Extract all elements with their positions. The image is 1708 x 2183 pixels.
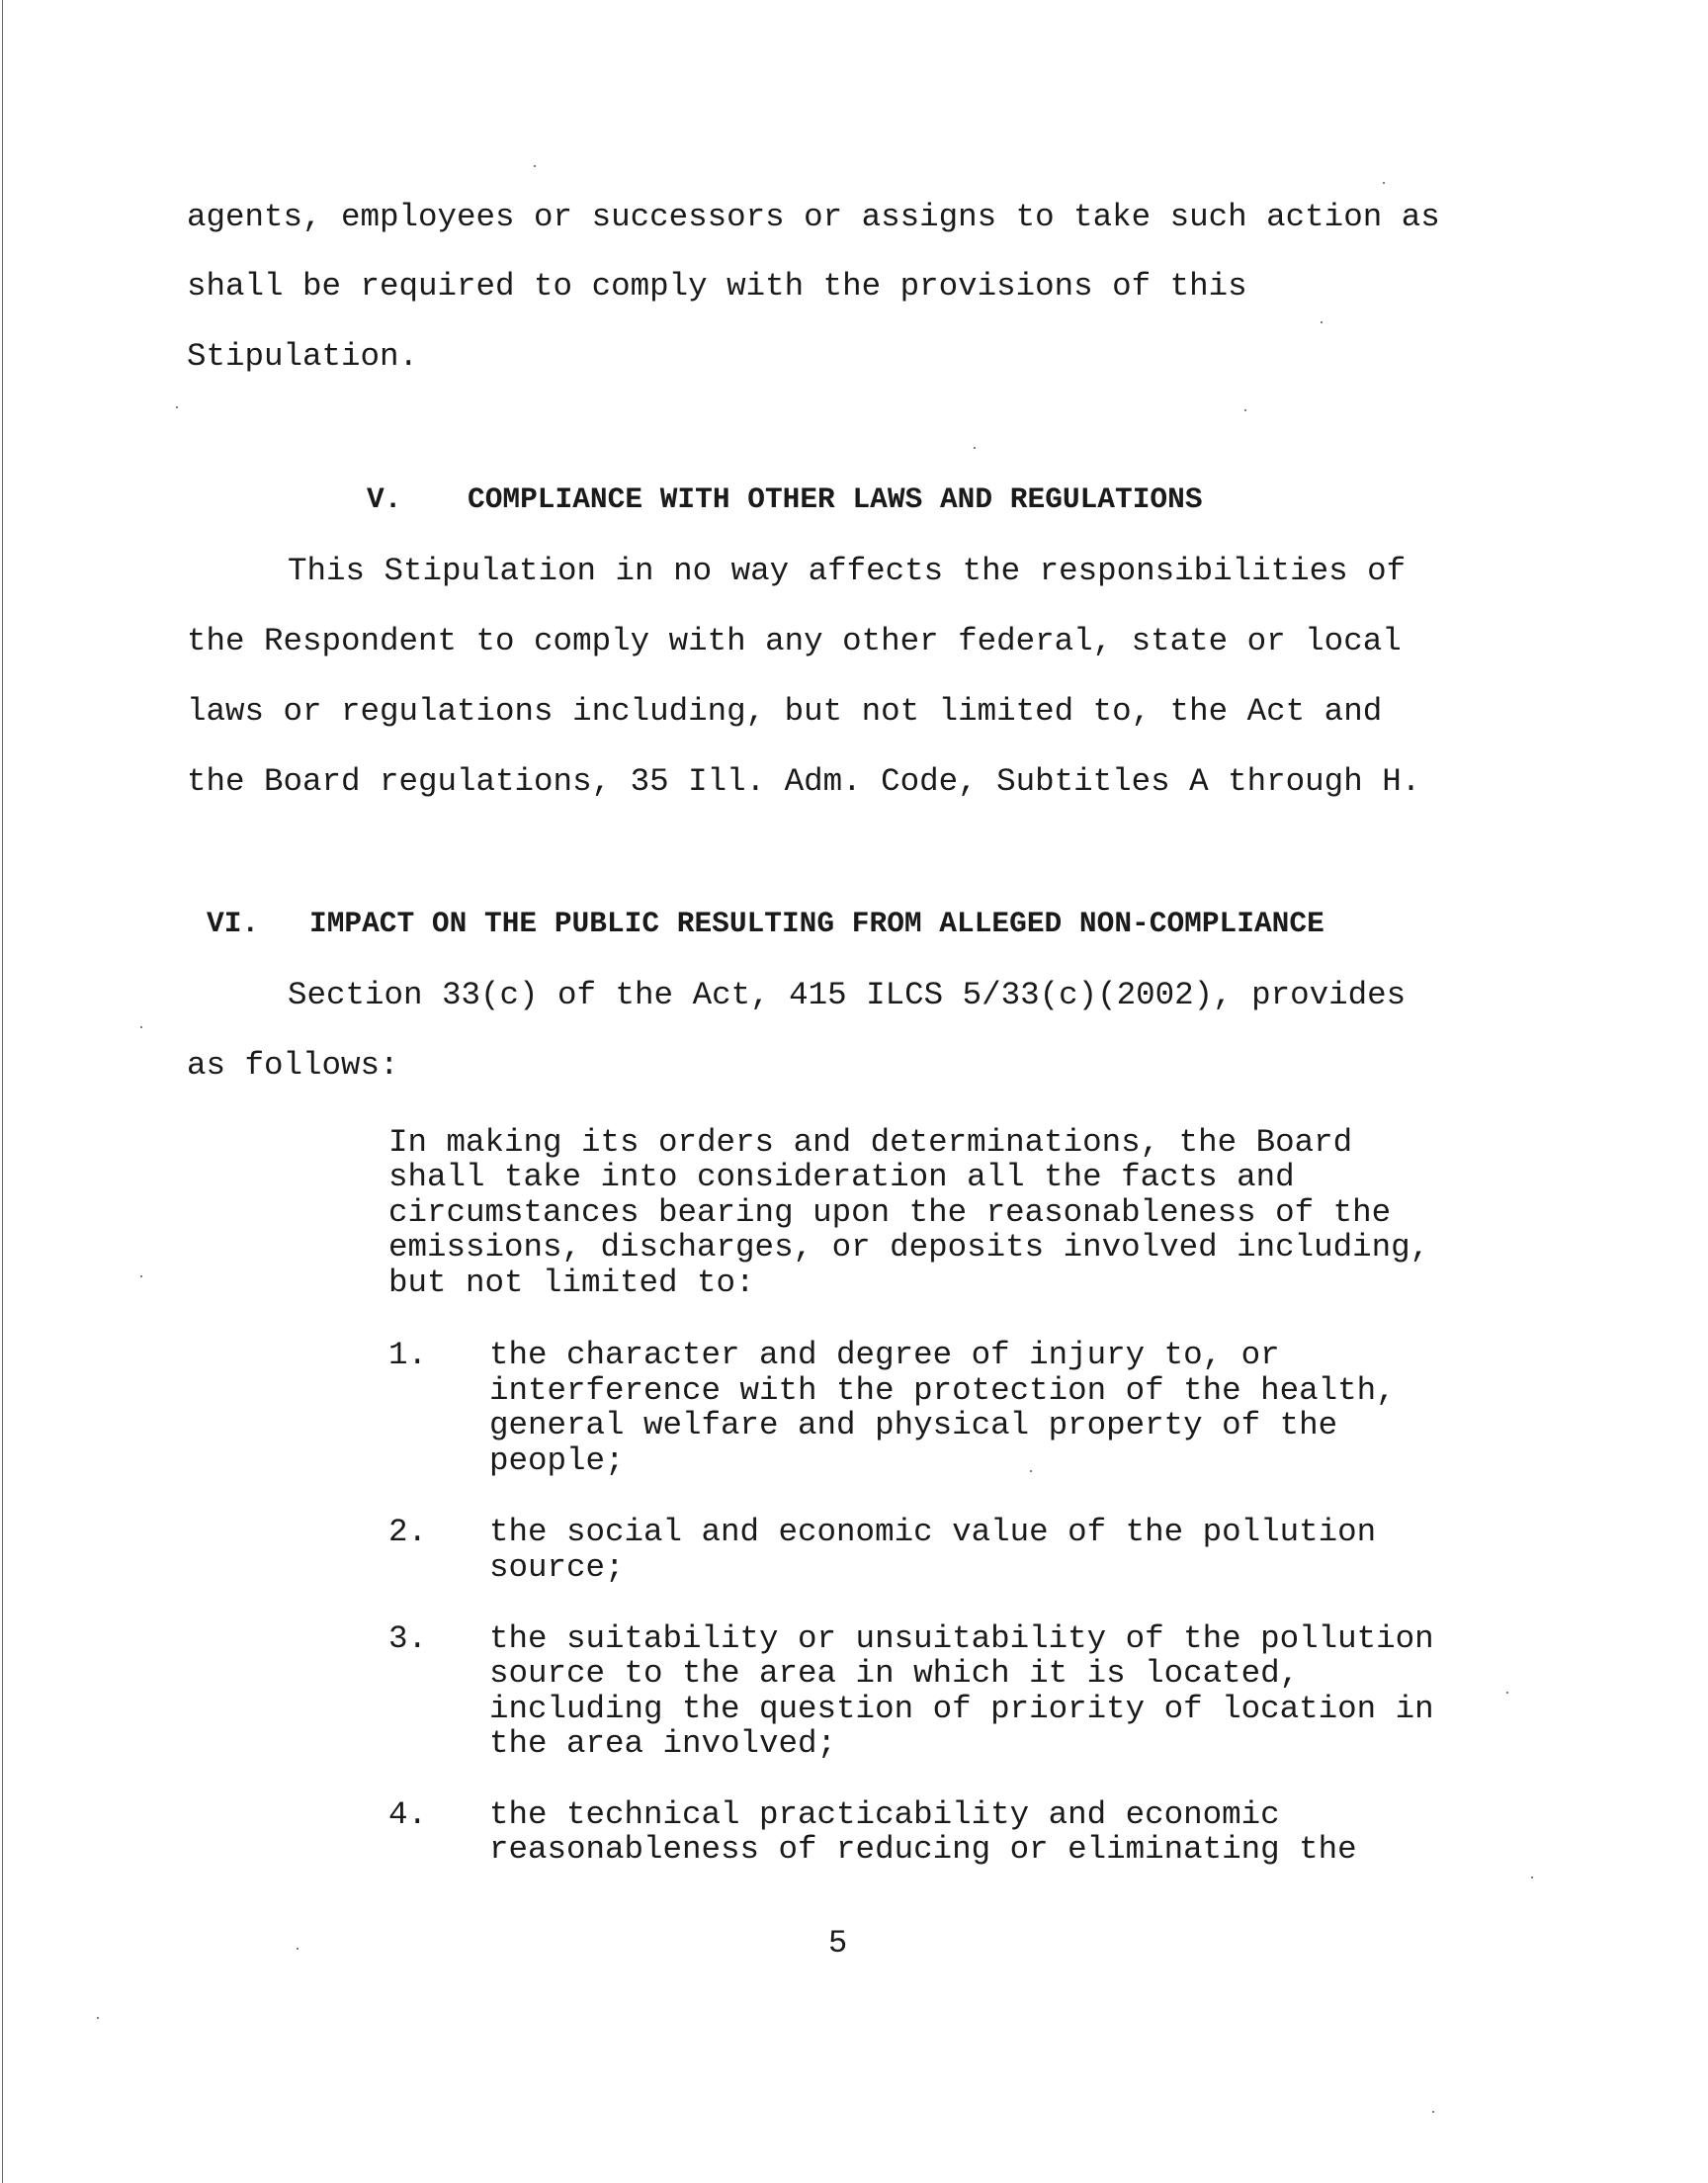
quote-line-2: shall take into consideration all the facts and	[388, 1159, 1295, 1195]
item-1-line-1: the character and degree of injury to, or	[489, 1337, 1280, 1373]
section-v-number: V.	[367, 482, 402, 516]
intro-line-2: shall be required to comply with the provisions of this	[187, 268, 1247, 305]
scan-speck	[534, 165, 536, 167]
scan-speck	[97, 2017, 99, 2019]
intro-line-3: Stipulation.	[187, 338, 419, 375]
item-1-line-2: interference with the protection of the health,	[489, 1372, 1396, 1409]
item-4-number: 4.	[388, 1796, 428, 1833]
item-3-line-4: the area involved;	[489, 1725, 837, 1762]
quote-line-4: emissions, discharges, or deposits involved including,	[388, 1229, 1430, 1266]
section-v-title: COMPLIANCE WITH OTHER LAWS AND REGULATIONS	[468, 482, 1203, 516]
scan-speck	[1244, 409, 1246, 411]
quote-line-1: In making its orders and determinations, the Board	[388, 1124, 1353, 1161]
item-3-line-2: source to the area in which it is located,	[489, 1655, 1300, 1692]
section-vi-line-1: Section 33(c) of the Act, 415 ILCS 5/33(c)(2002), provides	[288, 977, 1407, 1013]
section-v-line-1: This Stipulation in no way affects the responsibilities of	[288, 553, 1407, 589]
scan-speck	[140, 1275, 142, 1277]
scan-edge	[2, 0, 3, 2183]
item-1-number: 1.	[388, 1337, 428, 1373]
scan-speck	[176, 406, 178, 408]
scan-speck	[974, 447, 976, 449]
scan-speck	[1432, 2111, 1434, 2113]
item-3-number: 3.	[388, 1620, 428, 1657]
scan-speck	[1531, 1877, 1533, 1878]
item-1-line-4: people;	[489, 1442, 625, 1479]
item-2-line-1: the social and economic value of the pollution	[489, 1514, 1377, 1550]
item-3-line-3: including the question of priority of location in	[489, 1691, 1434, 1727]
quote-line-5: but not limited to:	[388, 1265, 755, 1301]
item-4-line-1: the technical practicability and economic	[489, 1796, 1280, 1833]
scan-speck	[1030, 1470, 1032, 1472]
item-3-line-1: the suitability or unsuitability of the pollution	[489, 1620, 1434, 1657]
intro-line-1: agents, employees or successors or assigns to take such action as	[187, 199, 1440, 235]
section-v-line-3: laws or regulations including, but not limited to, the Act and	[187, 693, 1383, 730]
scan-speck	[1383, 182, 1385, 184]
item-2-number: 2.	[388, 1514, 428, 1550]
section-vi-number: VI.	[207, 907, 260, 940]
section-v-line-2: the Respondent to comply with any other federal, state or local	[187, 623, 1402, 659]
scan-speck	[297, 1948, 299, 1950]
section-vi-line-2: as follows:	[187, 1047, 399, 1084]
item-4-line-2: reasonableness of reducing or eliminating the	[489, 1831, 1357, 1868]
quote-line-3: circumstances bearing upon the reasonableness of the	[388, 1194, 1392, 1231]
item-1-line-3: general welfare and physical property of the	[489, 1407, 1338, 1443]
section-v-line-4: the Board regulations, 35 Ill. Adm. Code, Subtitles A through H.	[187, 763, 1421, 800]
section-vi-title: IMPACT ON THE PUBLIC RESULTING FROM ALLEGED NON-COMPLIANCE	[309, 907, 1324, 940]
item-2-line-2: source;	[489, 1549, 625, 1586]
page-number: 5	[828, 1925, 848, 1962]
scan-speck	[1321, 321, 1323, 323]
scan-speck	[1506, 1692, 1508, 1694]
scan-speck	[140, 1026, 142, 1028]
